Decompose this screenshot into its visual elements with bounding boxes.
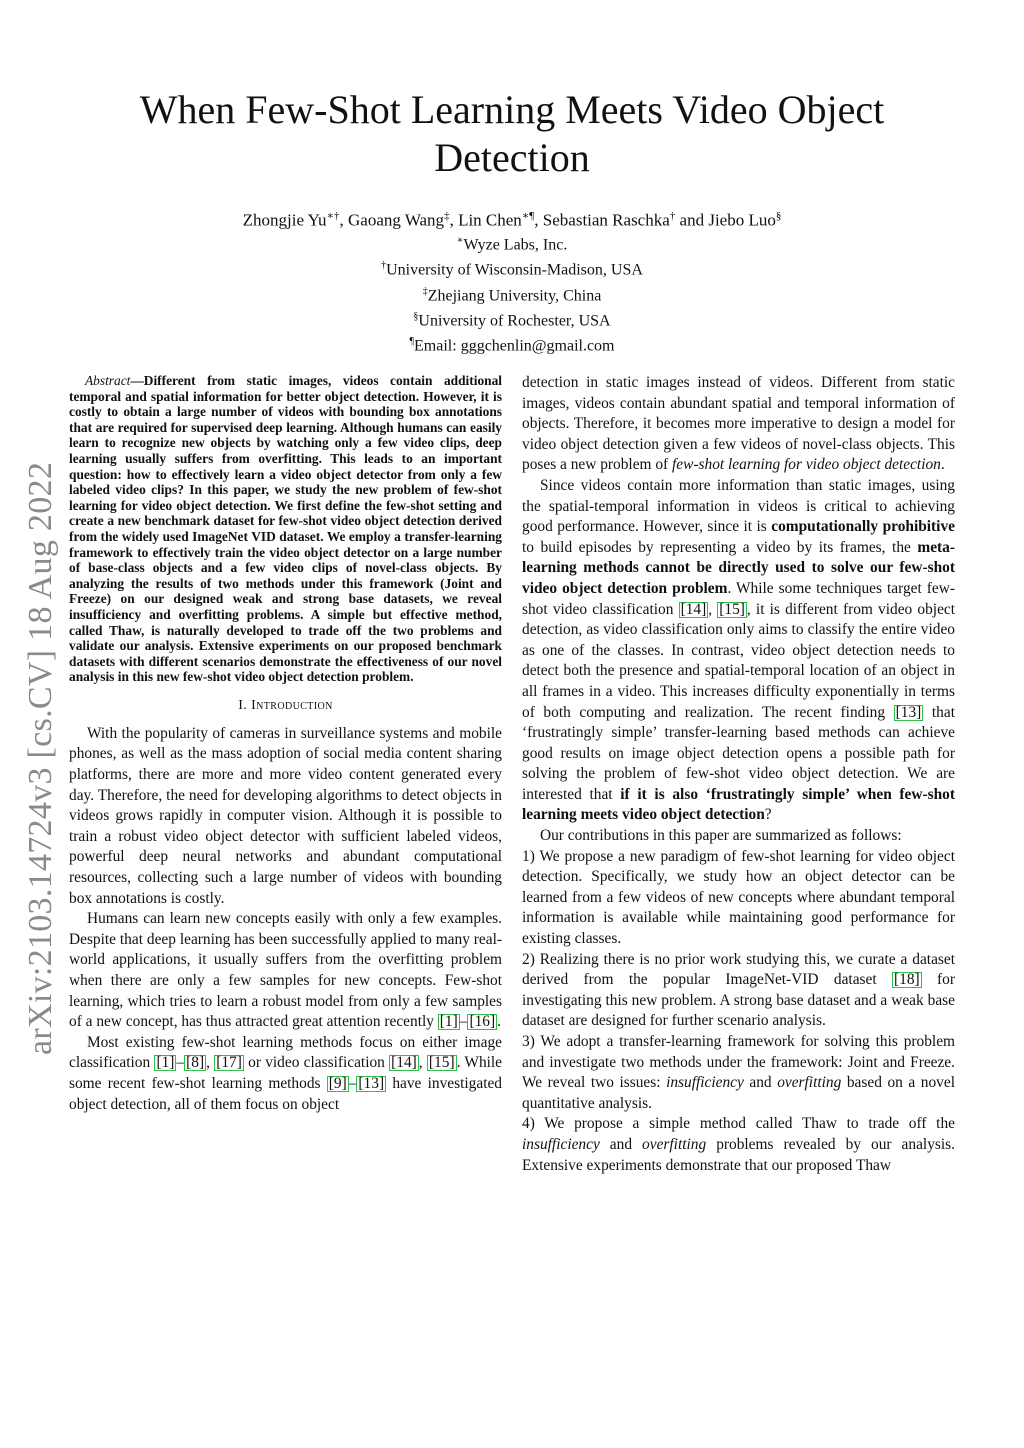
citation-link[interactable]: [15] (428, 1054, 455, 1072)
body-paragraph (522, 476, 955, 826)
paper-title: When Few-Shot Learning Meets Video Object Detection (139, 87, 885, 180)
left-body (69, 724, 502, 1115)
affiliation-line (100, 306, 924, 331)
text-run: Humans can learn new concepts easily with only a few examples. Despite that deep learning has been successfully applied to many real-world applications, it usually suffers from the overfitting problem when there are only a few samples for new concepts. Few-shot learning, which tries to learn a robust model from only a few samples of a new concept, has thus attracted great attention recently (69, 910, 502, 1031)
citation-link[interactable]: [18] (894, 971, 920, 989)
body-paragraph (69, 909, 502, 1033)
citation-link[interactable]: [8] (186, 1054, 205, 1072)
affiliation-text: Email: gggchenlin@gmail.com (414, 337, 615, 355)
text-run: to build episodes by representing a video by its frames, the (522, 538, 918, 556)
citation-link[interactable]: [16] (469, 1013, 496, 1031)
abstract-dash: — (130, 373, 144, 388)
emphasis-italic: insufficiency (666, 1074, 744, 1092)
text-run: , it is different from video object detection, as video classification only aims to classify the entire video as one of the classes. In contrast, video object detection needs to detect both the presence and spatial-temporal location of an object in all frames in a video. This increases difficulty exponentially in terms of both computing and realization. The recent finding (522, 600, 956, 721)
affiliation-text: Zhejiang University, China (427, 286, 602, 304)
citation-link[interactable]: [13] (358, 1074, 385, 1092)
affiliation-mark: ¶ (409, 336, 415, 348)
body-paragraph (69, 1033, 502, 1115)
author-affiliation-mark: † (669, 210, 676, 222)
text-run: or video classification (243, 1054, 390, 1072)
affiliation-mark: ∗ (456, 235, 464, 246)
affiliation-text: University of Wisconsin-Madison, USA (386, 261, 643, 279)
emphasis-bold: if it is also ‘frustratingly simple’ when few-shot learning meets video object detection (522, 785, 955, 824)
affiliation-line (100, 255, 924, 280)
text-run: for investigating this new problem. A strong base dataset and a weak base dataset are designed for further scenario analysis. (522, 971, 955, 1030)
body-paragraph (522, 373, 955, 476)
text-run: that ‘frustratingly simple’ transfer-learning based methods can achieve good results on image object detection opens a possible path for solving the problem of few-shot video object detection. We are interested that (522, 703, 955, 803)
emphasis-bold: computationally prohibitive (771, 518, 955, 536)
text-run: . (940, 456, 945, 474)
body-paragraph (522, 1032, 955, 1114)
affiliation-text: Wyze Labs, Inc. (463, 236, 568, 254)
author-name: Gaoang Wang (348, 210, 445, 230)
text-run: based on a novel quantitative analysis. (522, 1074, 955, 1112)
left-column (69, 373, 502, 1115)
author-separator: and (675, 210, 709, 230)
body-paragraph (522, 950, 955, 1032)
abstract-text: Different from static images, videos contain additional temporal and spatial information for better object detection. However, it is costly to obtain a large number of videos with bounding box annotations that are required for supervised deep learning. Although humans can easily learn to recognize new objects by watching only a few video clips, deep learning usually suffers from overfitting. This leads to an important question: how to effectively learn a video object detector from only a few labeled video clips? In this paper, we study the new problem of few-shot learning for video object detection. We first define the few-shot setting and create a new benchmark dataset for few-shot video object detection derived from the widely used ImageNet VID dataset. We employ a transfer-learning framework to effectively train the video object detector on a large number of base-class objects and a few video clips of novel-class objects. By analyzing the results of two methods under this framework (Joint and Freeze) on our designed weak and strong base datasets, we reveal insufficiency and overfitting problems. A simple but effective method, called Thaw, is naturally developed to trade off the two problems and validate our analysis. Extensive experiments on our proposed benchmark datasets with different scenarios demonstrate the effectiveness of our novel analysis in this new few-shot video object detection problem. (69, 373, 502, 685)
text-run: , (206, 1054, 215, 1072)
text-run: . (497, 1013, 501, 1031)
author-name: Sebastian Raschka (542, 210, 670, 230)
abstract (69, 373, 502, 685)
text-run: Since videos contain more information than static images, using the spatial-temporal information in videos is critical to achieving good performance. However, since it is (522, 476, 955, 536)
text-run: and (743, 1074, 778, 1092)
author-name: Jiebo Luo (708, 210, 776, 230)
text-run: . While some recent few-shot learning methods (69, 1054, 503, 1092)
affiliation-text: University of Rochester, USA (418, 312, 611, 330)
text-run: . While some techniques target few-shot video classification (522, 579, 955, 618)
emphasis-italic: overfitting (642, 1135, 707, 1153)
citation-link[interactable]: [13] (895, 703, 922, 721)
body-paragraph (522, 1114, 955, 1176)
affiliation-mark: § (413, 310, 419, 322)
author-separator: , (339, 210, 349, 230)
arxiv-identifier[interactable]: arXiv:2103.14724v3 [cs.CV] 18 Aug 2022 (22, 461, 59, 1055)
text-run: detection in static images instead of videos. Different from static images, videos contain abundant spatial and temporal information of objects. Therefore, it becomes more imperative to design a model for video object detection given a few videos of novel-class objects. This poses a new problem of (522, 374, 955, 474)
text-run: 1) We propose a new paradigm of few-shot learning for video object detection. Specifically, we study how an object detector can be learned from a few videos of new concepts where abundant temporal information is available while maintaining good performance for existing classes. (522, 847, 955, 948)
text-run: , (418, 1054, 427, 1072)
affiliation-line (100, 230, 924, 255)
affiliation-line (100, 331, 924, 356)
affiliation-line (100, 281, 924, 306)
text-run: – (459, 1013, 468, 1031)
citation-link[interactable]: [17] (216, 1054, 242, 1072)
citation-link[interactable]: [1] (439, 1013, 458, 1031)
text-run: Most existing few-shot learning methods focus on either image classification (69, 1033, 502, 1072)
text-run: 2) Realizing there is no prior work studying this, we curate a dataset derived from the popular ImageNet-VID dataset (522, 950, 955, 989)
emphasis-bold: meta-learning methods cannot be directly used to solve our few-shot video object detection problem (522, 538, 955, 597)
author-name: Zhongjie Yu (242, 210, 327, 230)
body-paragraph (522, 826, 955, 847)
section-title: Introduction (251, 697, 333, 713)
author-separator: , (534, 210, 543, 230)
author-affiliation-mark: ‡ (444, 210, 450, 222)
text-run: 3) We adopt a transfer-learning framework for solving this problem and investigate two methods under the framework: Joint and Freeze. We reveal two issues: (522, 1033, 955, 1092)
body-paragraph (522, 847, 955, 950)
section-heading-introduction (69, 697, 502, 715)
text-run: – (176, 1054, 185, 1072)
abstract-label: Abstract (85, 373, 131, 388)
text-run: 4) We propose a simple method called Thaw to trade off the (522, 1115, 955, 1133)
author-affiliation-mark: ∗¶ (521, 210, 535, 222)
text-run: With the popularity of cameras in surveillance systems and mobile phones, as well as the mass adoption of social media content sharing platforms, there are more and more video content generated every day. Therefore, the need for developing algorithms to detect objects in videos grows rapidly in computer vision. Although it is possible to train a robust video object detector with sufficient labeled videos, powerful deep neural networks and abundant computational resources, collecting such a large number of videos with bounding box annotations is costly. (69, 724, 502, 907)
text-run: , (708, 600, 718, 618)
author-affiliation-mark: ∗† (326, 210, 340, 222)
affiliation-mark: ‡ (422, 285, 428, 297)
citation-link[interactable]: [14] (680, 600, 707, 618)
citation-link[interactable]: [15] (719, 600, 745, 618)
author-affiliation-mark: § (775, 210, 782, 222)
body-paragraph (69, 724, 502, 909)
text-run: Our contributions in this paper are summarized as follows: (540, 827, 902, 845)
citation-link[interactable]: [1] (156, 1054, 175, 1072)
emphasis-italic: few-shot learning for video object detection (672, 456, 941, 474)
emphasis-italic: insufficiency (522, 1135, 600, 1153)
text-run: – (348, 1074, 357, 1092)
affiliation-list (100, 230, 924, 357)
text-run: ? (764, 806, 772, 824)
right-body (522, 373, 955, 1176)
text-run: problems revealed by our analysis. Extensive experiments demonstrate that our proposed Thaw (522, 1135, 955, 1174)
text-run: have investigated object detection, all of them focus on object (69, 1074, 502, 1113)
author-list (100, 206, 924, 231)
author-name: Lin Chen (458, 210, 522, 230)
affiliation-mark: † (381, 260, 387, 272)
author-separator: , (449, 210, 459, 230)
section-number: I. (238, 697, 248, 713)
citation-link[interactable]: [14] (391, 1054, 417, 1072)
emphasis-italic: overfitting (777, 1074, 842, 1092)
right-column (522, 373, 955, 1176)
text-run: and (599, 1135, 643, 1153)
citation-link[interactable]: [9] (328, 1074, 347, 1092)
